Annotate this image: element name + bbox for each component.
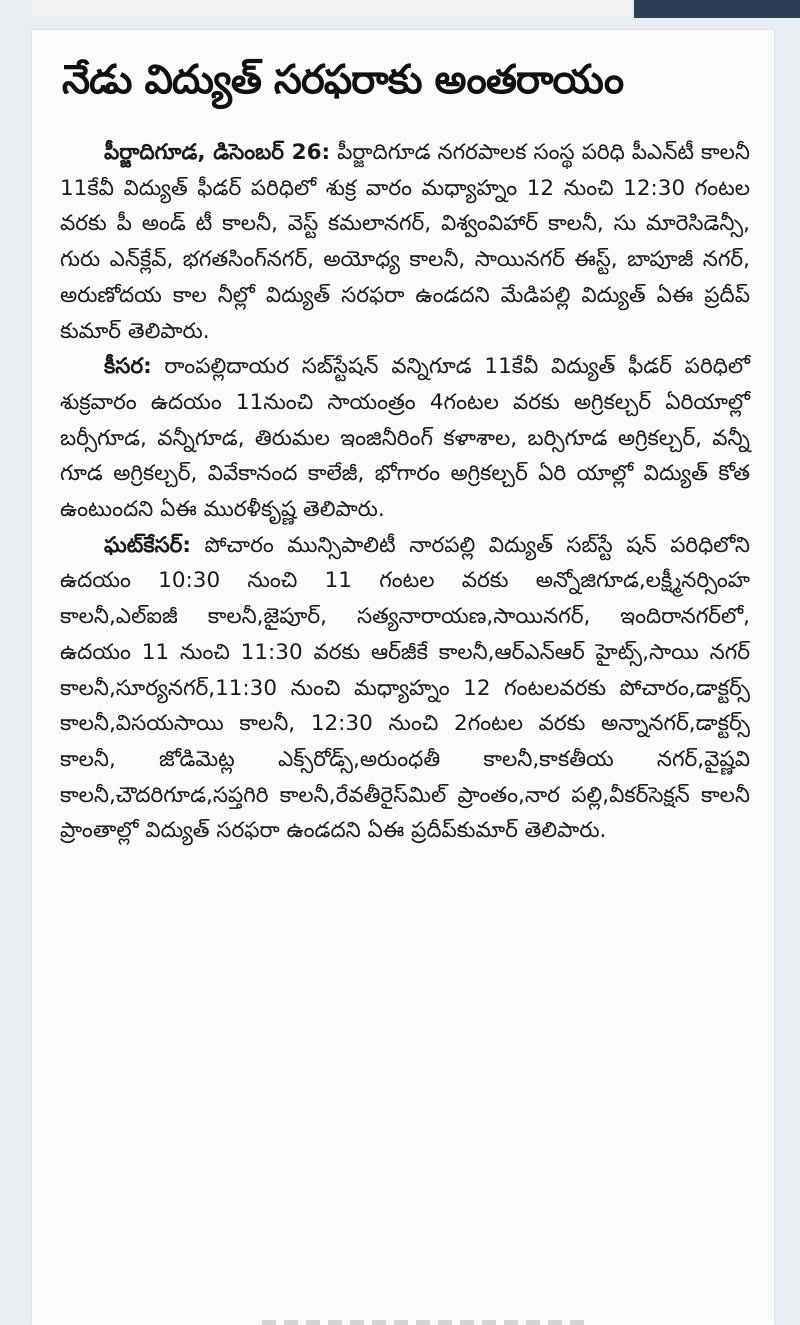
- dark-corner-tab: [634, 0, 800, 18]
- paragraph-peerzadiguda: [60, 135, 750, 349]
- paragraph-text: రాంపల్లిదాయర సబ్‌స్టేషన్ వన్నిగూడ 11కేవీ విద్యుత్ ఫీడర్ పరిధిలో శుక్రవారం ఉదయం 11నుంచి సాయంత్రం 4గంటల వరకు అగ్రికల్చర్ ఏరియాల్లో బర్సీగూడ, వన్నీగూడ, తిరుమల ఇంజినీరింగ్ కళాశాల, బర్సిగూడ అగ్రికల్చర్, వన్నీ గూడ అగ్రికల్చర్, వివేకానంద కాలేజీ, భోగారం అగ్రికల్చర్ ఏరి యాల్లో విద్యుత్ కోత ఉంటుందని ఏఈ మురళీకృష్ణ తెలిపారు.: [60, 354, 750, 523]
- top-strip: [0, 0, 800, 22]
- paragraph-text: పీర్జాదిగూడ నగరపాలక సంస్థ పరిధి పీఎన్‌టీ కాలనీ 11కేవీ విద్యుత్ ఫీడర్ పరిధిలో శుక్ర వారం మధ్యాహ్నం 12 నుంచి 12:30 గంటల వరకు పీ అండ్ టీ కాలనీ, వెస్ట్ కమలానగర్, విశ్వంవిహార్ కాలనీ, సు మారెసిడెన్సీ, గురు ఎన్‌క్లేవ్, భగతసింగ్‌నగర్, అయోధ్య కాలనీ, సాయినగర్ ఈస్ట్, బాపూజీ నగర్, అరుణోదయ కాల నీల్లో విద్యుత్ సరఫరా ఉండదని మేడిపల్లి విద్యుత్ ఏఈ ప్రదీప్ కుమార్ తెలిపారు.: [60, 140, 750, 344]
- newspaper-clipping: [32, 30, 774, 1325]
- dateline: ఘట్‌కేసర్:: [104, 532, 192, 558]
- cut-off-next-text: [262, 1320, 592, 1325]
- dateline: కీసర:: [104, 354, 152, 380]
- headline: నేడు విద్యుత్ సరఫరాకు అంతరాయం: [62, 57, 624, 103]
- previous-clipping-edge: [32, 0, 632, 16]
- paragraph-keesara: [60, 349, 750, 528]
- paragraph-text: పోచారం మున్సిపాలిటీ నారపల్లి విద్యుత్ సబ్‌స్టే షన్ పరిధిలోని ఉదయం 10:30 నుంచి 11 గంటల వరకు అన్నోజిగూడ,లక్ష్మీనర్సింహ కాలనీ,ఎల్ఐజీ కాలనీ,జైపూర్, సత్యనారాయణ,సాయినగర్, ఇందిరానగర్‌లో, ఉదయం 11 నుంచి 11:30 వరకు ఆర్‌జీకే కాలనీ,ఆర్ఎన్ఆర్ హైట్స్,సాయి నగర్ కాలనీ,సూర్యనగర్,11:30 నుంచి మధ్యాహ్నం 12 గంటలవరకు పోచారం,డాక్టర్స్ కాలనీ,విసయసాయి కాలనీ, 12:30 నుంచి 2గంటల వరకు అన్నానగర్,డాక్టర్స్ కాలనీ, జోడిమెట్ల ఎక్స్‌రోడ్స్,అరుంధతీ కాలనీ,కాకతీయ నగర్,వైష్ణవి కాలనీ,చౌదరిగూడ,సప్తగిరి కాలనీ,రేవతీరైస్‌మిల్ ప్రాంతం,నార పల్లి,వీకర్‌సెక్షన్ కాలనీ ప్రాంతాల్లో విద్యుత్ సరఫరా ఉండదని ఏఈ ప్రదీప్‌కుమార్ తెలిపారు.: [60, 532, 750, 844]
- paragraph-ghatkesar: [60, 528, 750, 849]
- article-body: [60, 135, 750, 849]
- dateline: పీర్జాదిగూడ, డిసెంబర్ 26:: [104, 140, 331, 165]
